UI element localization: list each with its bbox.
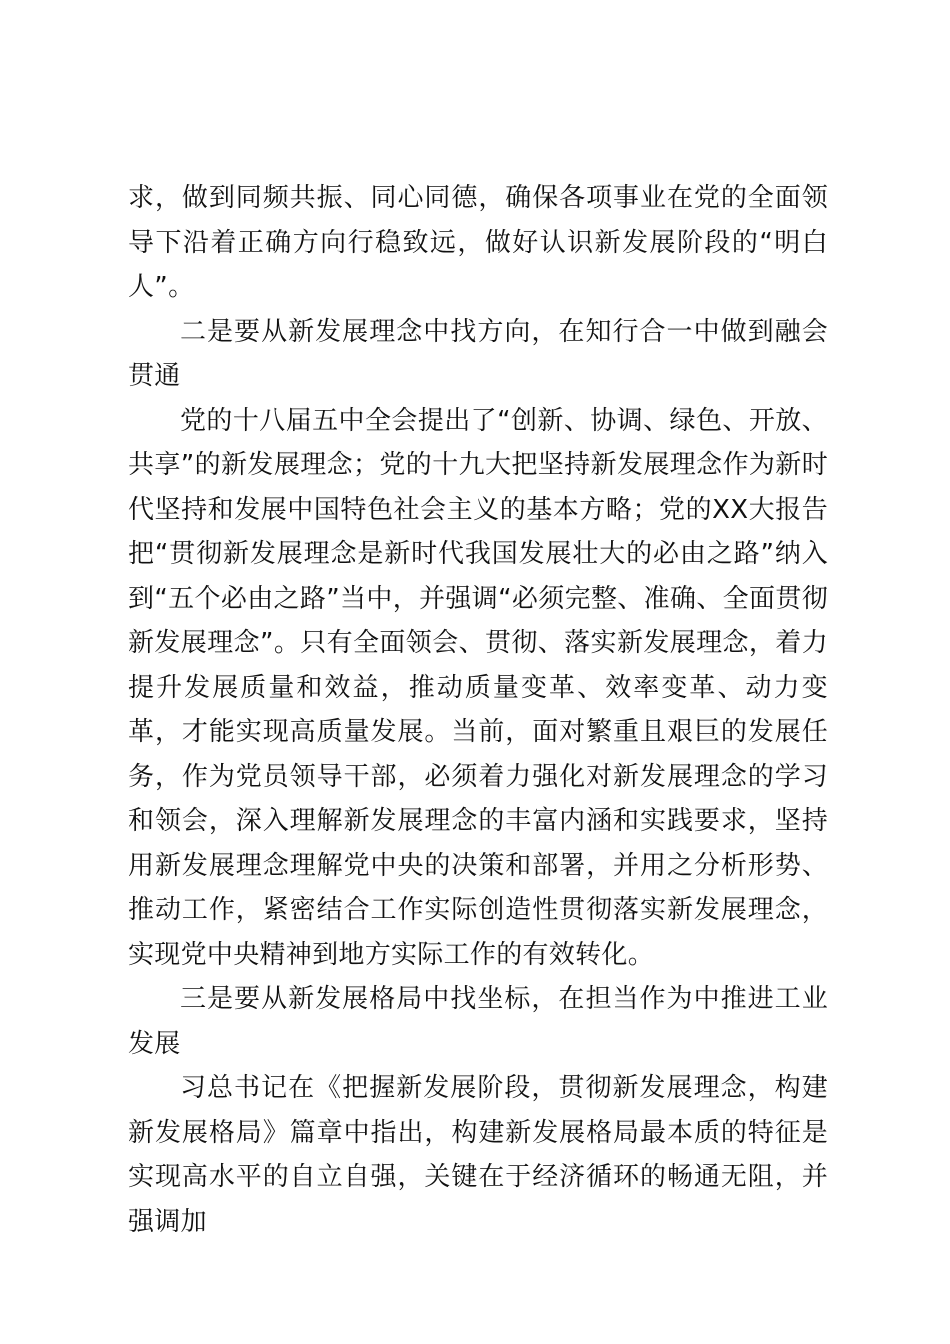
document-body [128, 176, 828, 1244]
paragraph-new-development-pattern: 习总书记在《把握新发展阶段，贯彻新发展理念，构建新发展格局》篇章中指出，构建新发展格局最本质的特征是实现高水平的自立自强，关键在于经济循环的畅通无阻，并强调加 [128, 1073, 828, 1237]
section-heading-two: 二是要从新发展理念中找方向，在知行合一中做到融会贯通 [128, 316, 828, 391]
paragraph-continuation: 求，做到同频共振、同心同德，确保各项事业在党的全面领导下沿着正确方向行稳致远，做好认识新发展阶段的“明白人”。 [128, 183, 828, 302]
paragraph-new-development-concept: 党的十八届五中全会提出了“创新、协调、绿色、开放、共享”的新发展理念；党的十九大把坚持新发展理念作为新时代坚持和发展中国特色社会主义的基本方略；党的XX大报告把“贯彻新发展理念是新时代我国发展壮大的必由之路”纳入到“五个必由之路”当中，并强调“必须完整、准确、全面贯彻新发展理念”。只有全面领会、贯彻、落实新发展理念，着力提升发展质量和效益，推动质量变革、效率变革、动力变革，才能实现高质量发展。当前，面对繁重且艰巨的发展任务，作为党员领导干部，必须着力强化对新发展理念的学习和领会，深入理解新发展理念的丰富内涵和实践要求，坚持用新发展理念理解党中央的决策和部署，并用之分析形势、推动工作，紧密结合工作实际创造性贯彻落实新发展理念，实现党中央精神到地方实际工作的有效转化。 [128, 405, 828, 970]
section-heading-three: 三是要从新发展格局中找坐标，在担当作为中推进工业发展 [128, 984, 828, 1059]
